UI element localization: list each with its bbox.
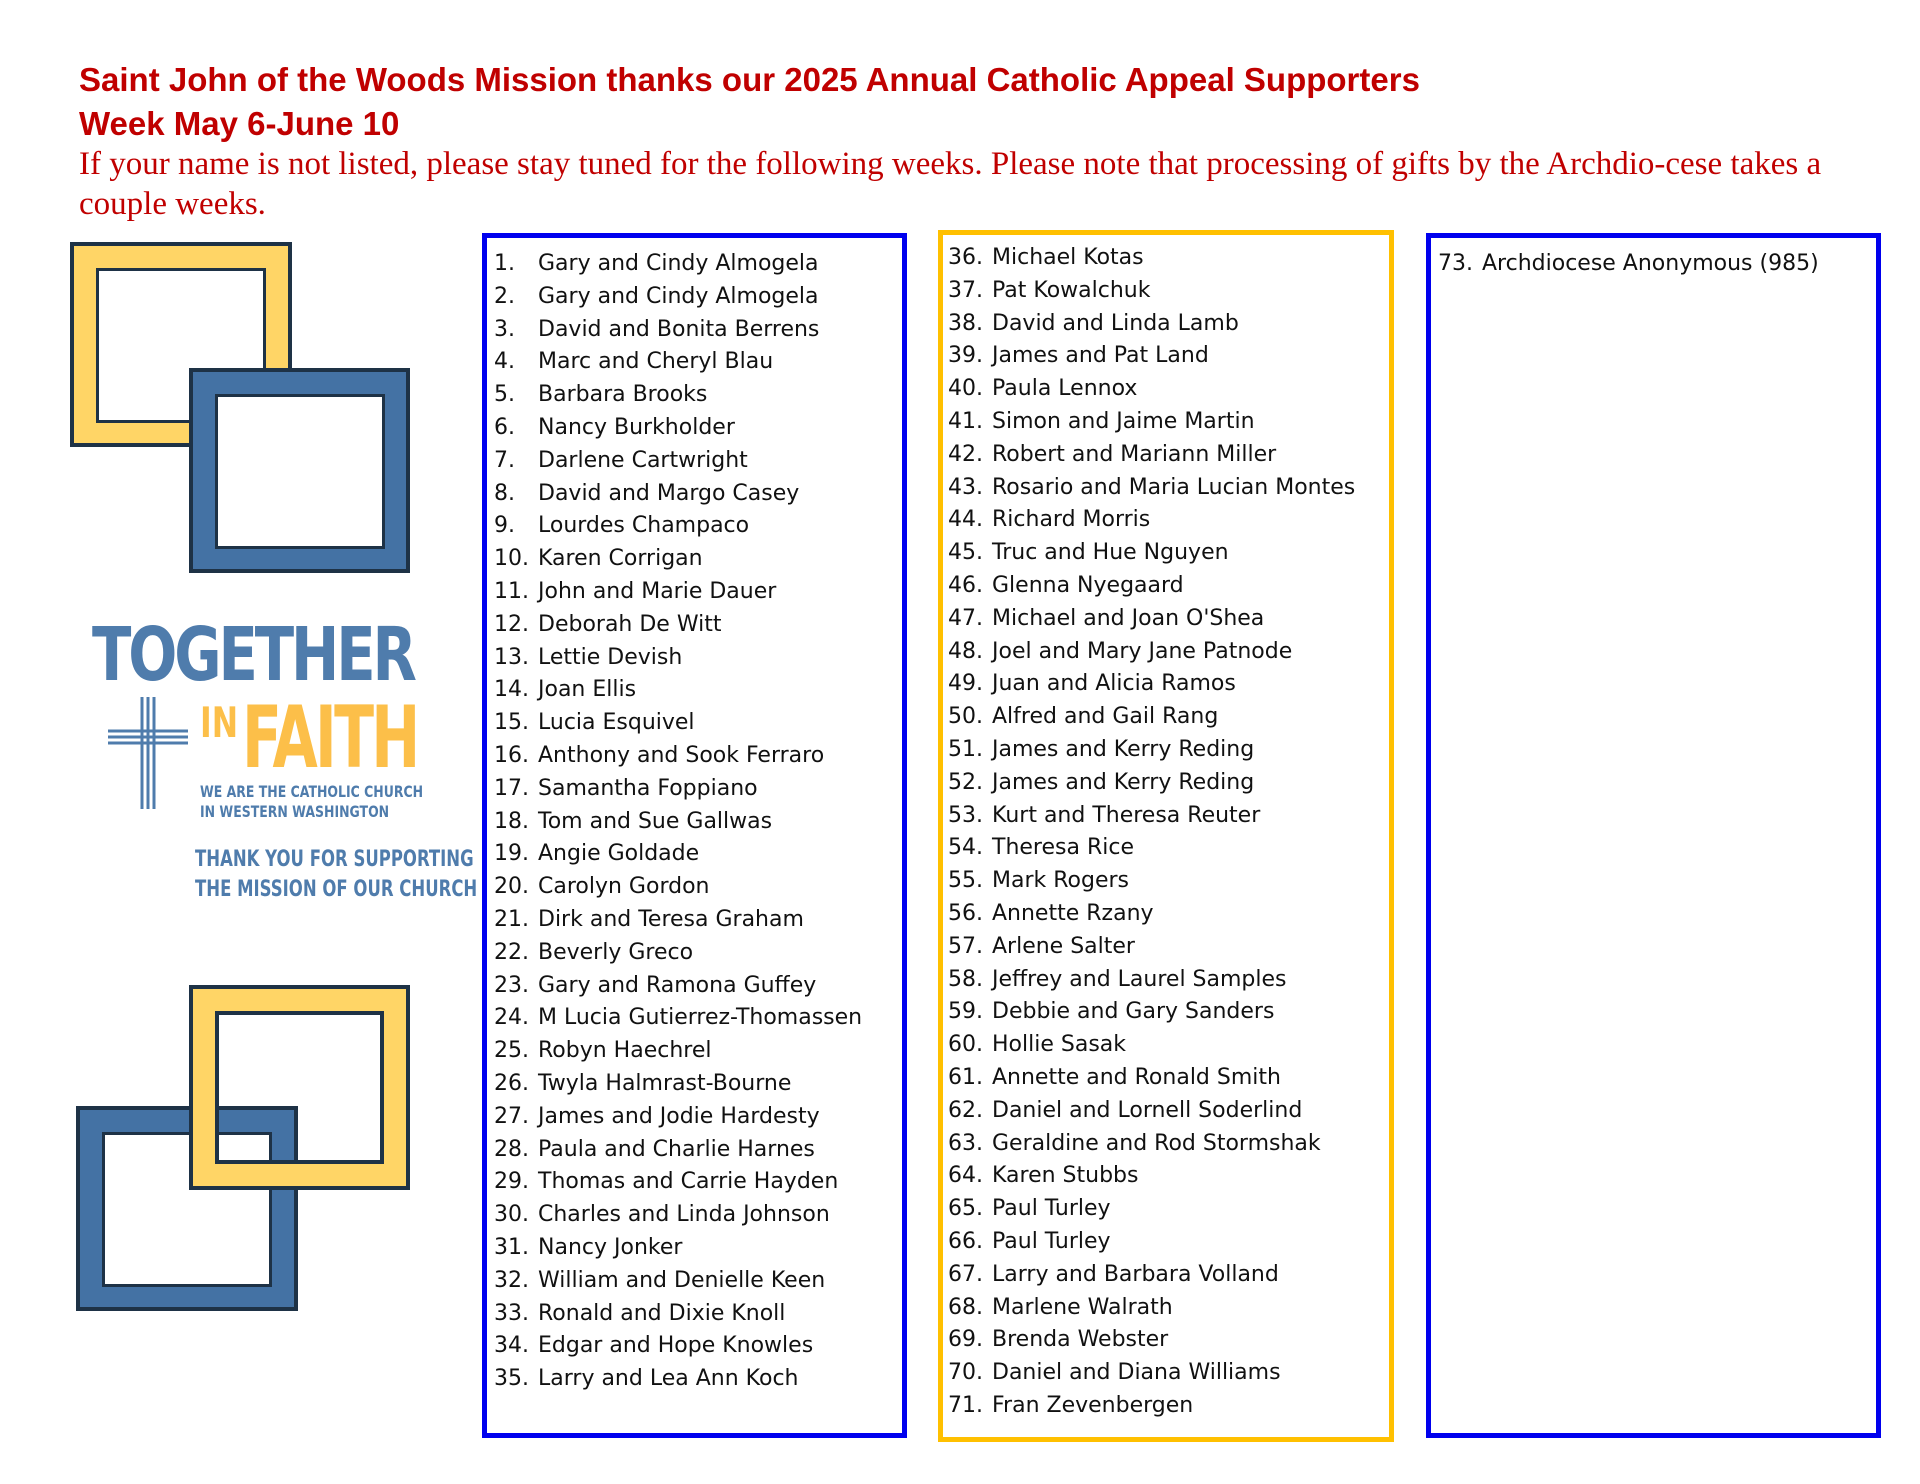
supporter-number: 47.	[948, 605, 983, 631]
supporter-name: Barbara Brooks	[538, 382, 708, 408]
page-title: Saint John of the Woods Mission thanks our 2025 Annual Catholic Appeal Supporters	[79, 61, 1420, 98]
appeal-logo	[70, 235, 478, 1335]
supporter-number: 51.	[948, 736, 983, 762]
supporter-number: 40.	[948, 376, 983, 402]
thank-you-message: THANK YOU FOR SUPPORTING THE MISSION OF OUR CHURCH	[195, 847, 478, 902]
list-item	[948, 308, 1355, 341]
supporter-number: 1.	[494, 251, 515, 276]
supporter-name: Richard Morris	[992, 507, 1151, 533]
cross-icon	[108, 697, 188, 809]
list-item	[948, 504, 1355, 537]
yellow-square-bottom-frame	[189, 985, 410, 1190]
supporter-name: Rosario and Maria Lucian Montes	[992, 474, 1356, 500]
supporter-name: Marlene Walrath	[992, 1294, 1173, 1320]
supporter-name: Brenda Webster	[992, 1327, 1169, 1353]
supporter-number: 44.	[948, 507, 983, 533]
list-item	[494, 1101, 862, 1134]
supporter-name: Angie Goldade	[538, 841, 700, 867]
supporter-number: 22.	[494, 939, 529, 965]
list-item	[948, 832, 1355, 865]
supporter-number: 33.	[494, 1300, 529, 1326]
supporter-name: Annette and Ronald Smith	[992, 1064, 1281, 1090]
supporter-number: 49.	[948, 671, 983, 697]
supporter-name: Paul Turley	[992, 1196, 1111, 1222]
list-item	[948, 373, 1355, 406]
list-item	[948, 1226, 1355, 1259]
supporter-name: Theresa Rice	[992, 835, 1134, 861]
supporter-number: 71.	[948, 1392, 983, 1418]
supporter-number: 3.	[494, 316, 515, 342]
supporter-name: Anthony and Sook Ferraro	[538, 742, 825, 768]
supporter-name: Gary and Ramona Guffey	[538, 972, 817, 998]
supporter-name: Kurt and Theresa Reuter	[992, 802, 1261, 828]
supporter-name: Larry and Barbara Volland	[992, 1261, 1279, 1287]
supporter-name: John and Marie Dauer	[538, 578, 777, 604]
supporter-number: 2.	[494, 283, 515, 309]
supporter-number: 20.	[494, 874, 529, 900]
list-item	[494, 281, 862, 314]
list-item	[948, 701, 1355, 734]
supporter-name: Nancy Jonker	[538, 1234, 683, 1260]
list-item	[494, 740, 862, 773]
supporter-number: 64.	[948, 1163, 983, 1189]
supporter-name: David and Bonita Berrens	[538, 316, 820, 342]
list-item	[494, 1134, 862, 1167]
supporter-name: Jeffrey and Laurel Samples	[992, 966, 1287, 992]
list-item	[494, 379, 862, 412]
list-item	[494, 970, 862, 1003]
supporter-name: Karen Stubbs	[992, 1163, 1139, 1189]
supporter-name: Michael Kotas	[992, 245, 1144, 270]
supporter-name: Paula Lennox	[992, 376, 1138, 402]
list-item	[948, 1357, 1355, 1390]
supporter-number: 29.	[494, 1169, 529, 1195]
supporter-name: Lettie Devish	[538, 644, 683, 670]
supporter-number: 62.	[948, 1097, 983, 1123]
faith-wordmark: FAITH	[242, 688, 418, 788]
supporter-name: David and Margo Casey	[538, 480, 800, 506]
list-item	[494, 1035, 862, 1068]
list-item	[494, 1002, 862, 1035]
page-header	[79, 58, 1869, 224]
supporter-list-3	[1438, 248, 1819, 281]
supporter-name: Hollie Sasak	[992, 1032, 1126, 1058]
supporter-number: 73.	[1438, 251, 1473, 276]
supporter-number: 16.	[494, 742, 529, 768]
list-item	[948, 964, 1355, 997]
supporter-name: Beverly Greco	[538, 939, 694, 965]
list-item	[494, 642, 862, 675]
supporter-name: Carolyn Gordon	[538, 874, 710, 900]
list-item	[948, 340, 1355, 373]
blue-square-top	[189, 368, 410, 573]
supporter-name: Gary and Cindy Almogela	[538, 283, 819, 309]
list-item	[948, 1292, 1355, 1325]
supporter-name: Fran Zevenbergen	[992, 1392, 1194, 1418]
list-item	[494, 543, 862, 576]
list-item	[948, 734, 1355, 767]
supporter-name: Marc and Cheryl Blau	[538, 349, 774, 375]
list-item	[494, 445, 862, 478]
list-item	[948, 1193, 1355, 1226]
supporter-name: Robert and Mariann Miller	[992, 441, 1277, 467]
supporter-name: Mark Rogers	[992, 868, 1130, 894]
list-item	[1438, 248, 1819, 281]
supporter-number: 17.	[494, 775, 529, 801]
list-item	[948, 1128, 1355, 1161]
supporter-number: 68.	[948, 1294, 983, 1320]
list-item	[494, 1068, 862, 1101]
supporter-name: Paula and Charlie Harnes	[538, 1136, 815, 1162]
supporter-number: 23.	[494, 972, 529, 998]
supporter-number: 54.	[948, 835, 983, 861]
list-item	[948, 1062, 1355, 1095]
list-item	[494, 412, 862, 445]
list-item	[494, 838, 862, 871]
supporter-name: Arlene Salter	[992, 933, 1135, 959]
list-item	[494, 674, 862, 707]
supporter-name: Tom and Sue Gallwas	[538, 808, 773, 834]
supporter-name: Alfred and Gail Rang	[992, 704, 1219, 730]
supporter-number: 10.	[494, 546, 529, 572]
list-item	[494, 1166, 862, 1199]
list-item	[948, 1160, 1355, 1193]
supporter-name: Joel and Mary Jane Patnode	[992, 638, 1293, 664]
list-item	[948, 865, 1355, 898]
supporter-name: Darlene Cartwright	[538, 447, 748, 473]
list-item	[948, 472, 1355, 505]
supporter-number: 32.	[494, 1267, 529, 1293]
list-item	[948, 570, 1355, 603]
list-item	[948, 603, 1355, 636]
supporter-name: Nancy Burkholder	[538, 414, 735, 440]
supporter-number: 63.	[948, 1130, 983, 1156]
list-item	[948, 996, 1355, 1029]
processing-note: If your name is not listed, please stay tuned for the following weeks. Please note that processing of gifts by the Archdio-cese takes a couple weeks.	[79, 146, 1822, 222]
supporter-name: Karen Corrigan	[538, 546, 703, 572]
list-item	[948, 800, 1355, 833]
supporter-name: Robyn Haechrel	[538, 1038, 712, 1064]
list-item	[494, 806, 862, 839]
supporter-number: 58.	[948, 966, 983, 992]
list-item	[948, 1095, 1355, 1128]
supporters-column-3	[1426, 233, 1881, 1438]
supporter-name: Dirk and Teresa Graham	[538, 906, 804, 932]
supporter-name: Gary and Cindy Almogela	[538, 251, 819, 276]
supporter-number: 8.	[494, 480, 515, 506]
list-item	[948, 1029, 1355, 1062]
supporter-name: Larry and Lea Ann Koch	[538, 1366, 799, 1392]
supporter-number: 61.	[948, 1064, 983, 1090]
list-item	[494, 707, 862, 740]
supporter-number: 67.	[948, 1261, 983, 1287]
list-item	[948, 1390, 1355, 1423]
supporter-name: Ronald and Dixie Knoll	[538, 1300, 786, 1326]
supporter-number: 65.	[948, 1196, 983, 1222]
list-item	[948, 767, 1355, 800]
supporter-number: 4.	[494, 349, 515, 375]
supporter-number: 35.	[494, 1366, 529, 1392]
supporter-number: 15.	[494, 710, 529, 736]
supporter-number: 42.	[948, 441, 983, 467]
list-item	[494, 576, 862, 609]
supporter-number: 30.	[494, 1202, 529, 1228]
supporter-name: Thomas and Carrie Hayden	[538, 1169, 839, 1195]
list-item	[948, 931, 1355, 964]
supporter-name: M Lucia Gutierrez-Thomassen	[538, 1005, 863, 1031]
supporter-number: 45.	[948, 540, 983, 566]
supporter-name: William and Denielle Keen	[538, 1267, 826, 1293]
logo-tagline: WE ARE THE CATHOLIC CHURCH IN WESTERN WASHINGTON	[200, 782, 424, 821]
supporter-name: Daniel and Diana Williams	[992, 1360, 1281, 1386]
list-item	[948, 668, 1355, 701]
supporter-number: 26.	[494, 1070, 529, 1096]
supporter-name: Twyla Halmrast-Bourne	[538, 1070, 792, 1096]
supporter-number: 43.	[948, 474, 983, 500]
supporter-number: 37.	[948, 277, 983, 303]
list-item	[494, 1265, 862, 1298]
supporter-name: Lourdes Champaco	[538, 513, 750, 539]
supporter-name: Debbie and Gary Sanders	[992, 999, 1275, 1025]
supporter-number: 28.	[494, 1136, 529, 1162]
supporter-number: 52.	[948, 769, 983, 795]
supporter-name: Geraldine and Rod Stormshak	[992, 1130, 1321, 1156]
supporter-number: 56.	[948, 900, 983, 926]
supporter-number: 24.	[494, 1005, 529, 1031]
supporter-list-1	[494, 248, 862, 1396]
supporter-name: Joan Ellis	[538, 677, 637, 703]
supporter-name: Daniel and Lornell Soderlind	[992, 1097, 1303, 1123]
list-item	[948, 898, 1355, 931]
list-item	[948, 242, 1355, 275]
supporter-list-2	[948, 242, 1355, 1423]
supporter-number: 34.	[494, 1333, 529, 1359]
supporter-number: 6.	[494, 414, 515, 440]
list-item	[494, 904, 862, 937]
supporter-number: 39.	[948, 343, 983, 369]
supporter-name: James and Kerry Reding	[992, 736, 1255, 762]
supporter-number: 60.	[948, 1032, 983, 1058]
supporter-name: Charles and Linda Johnson	[538, 1202, 830, 1228]
list-item	[494, 609, 862, 642]
supporter-number: 38.	[948, 310, 983, 336]
list-item	[948, 1324, 1355, 1357]
supporter-number: 19.	[494, 841, 529, 867]
list-item	[494, 314, 862, 347]
supporter-name: Annette Rzany	[992, 900, 1154, 926]
list-item	[948, 537, 1355, 570]
supporter-number: 48.	[948, 638, 983, 664]
supporter-number: 55.	[948, 868, 983, 894]
supporter-name: Archdiocese Anonymous (985)	[1482, 251, 1819, 276]
supporter-name: David and Linda Lamb	[992, 310, 1239, 336]
supporter-number: 66.	[948, 1228, 983, 1254]
in-wordmark: IN	[200, 698, 239, 747]
supporter-name: Juan and Alicia Ramos	[992, 671, 1236, 697]
list-item	[494, 248, 862, 281]
list-item	[948, 275, 1355, 308]
week-range: Week May 6-June 10	[79, 105, 400, 142]
supporter-number: 53.	[948, 802, 983, 828]
list-item	[494, 478, 862, 511]
supporter-number: 46.	[948, 572, 983, 598]
supporter-name: Deborah De Witt	[538, 611, 722, 637]
supporter-number: 11.	[494, 578, 529, 604]
list-item	[494, 773, 862, 806]
supporter-number: 59.	[948, 999, 983, 1025]
list-item	[494, 1232, 862, 1265]
supporter-name: Lucia Esquivel	[538, 710, 695, 736]
supporter-name: James and Jodie Hardesty	[538, 1103, 820, 1129]
supporter-name: Paul Turley	[992, 1228, 1111, 1254]
supporter-number: 31.	[494, 1234, 529, 1260]
together-wordmark: TOGETHER	[92, 612, 414, 698]
supporter-name: James and Kerry Reding	[992, 769, 1255, 795]
list-item	[494, 1199, 862, 1232]
supporter-name: Truc and Hue Nguyen	[992, 540, 1229, 566]
supporter-number: 27.	[494, 1103, 529, 1129]
supporter-number: 25.	[494, 1038, 529, 1064]
list-item	[948, 406, 1355, 439]
supporter-number: 21.	[494, 906, 529, 932]
list-item	[948, 636, 1355, 669]
list-item	[948, 439, 1355, 472]
supporter-number: 70.	[948, 1360, 983, 1386]
list-item	[494, 1363, 862, 1396]
supporter-number: 5.	[494, 382, 515, 408]
supporter-name: Samantha Foppiano	[538, 775, 758, 801]
supporter-name: James and Pat Land	[992, 343, 1209, 369]
supporter-number: 69.	[948, 1327, 983, 1353]
supporter-number: 41.	[948, 408, 983, 434]
list-item	[494, 346, 862, 379]
supporter-name: Glenna Nyegaard	[992, 572, 1184, 598]
list-item	[494, 1330, 862, 1363]
list-item	[948, 1259, 1355, 1292]
supporter-number: 13.	[494, 644, 529, 670]
list-item	[494, 871, 862, 904]
supporter-name: Edgar and Hope Knowles	[538, 1333, 814, 1359]
list-item	[494, 937, 862, 970]
supporter-number: 18.	[494, 808, 529, 834]
list-item	[494, 510, 862, 543]
supporter-number: 36.	[948, 245, 983, 270]
supporter-name: Pat Kowalchuk	[992, 277, 1151, 303]
supporter-number: 57.	[948, 933, 983, 959]
supporter-number: 14.	[494, 677, 529, 703]
supporter-name: Simon and Jaime Martin	[992, 408, 1255, 434]
supporter-name: Michael and Joan O'Shea	[992, 605, 1265, 631]
supporter-number: 50.	[948, 704, 983, 730]
supporter-number: 7.	[494, 447, 515, 473]
supporter-number: 9.	[494, 513, 515, 539]
list-item	[494, 1298, 862, 1331]
supporter-number: 12.	[494, 611, 529, 637]
